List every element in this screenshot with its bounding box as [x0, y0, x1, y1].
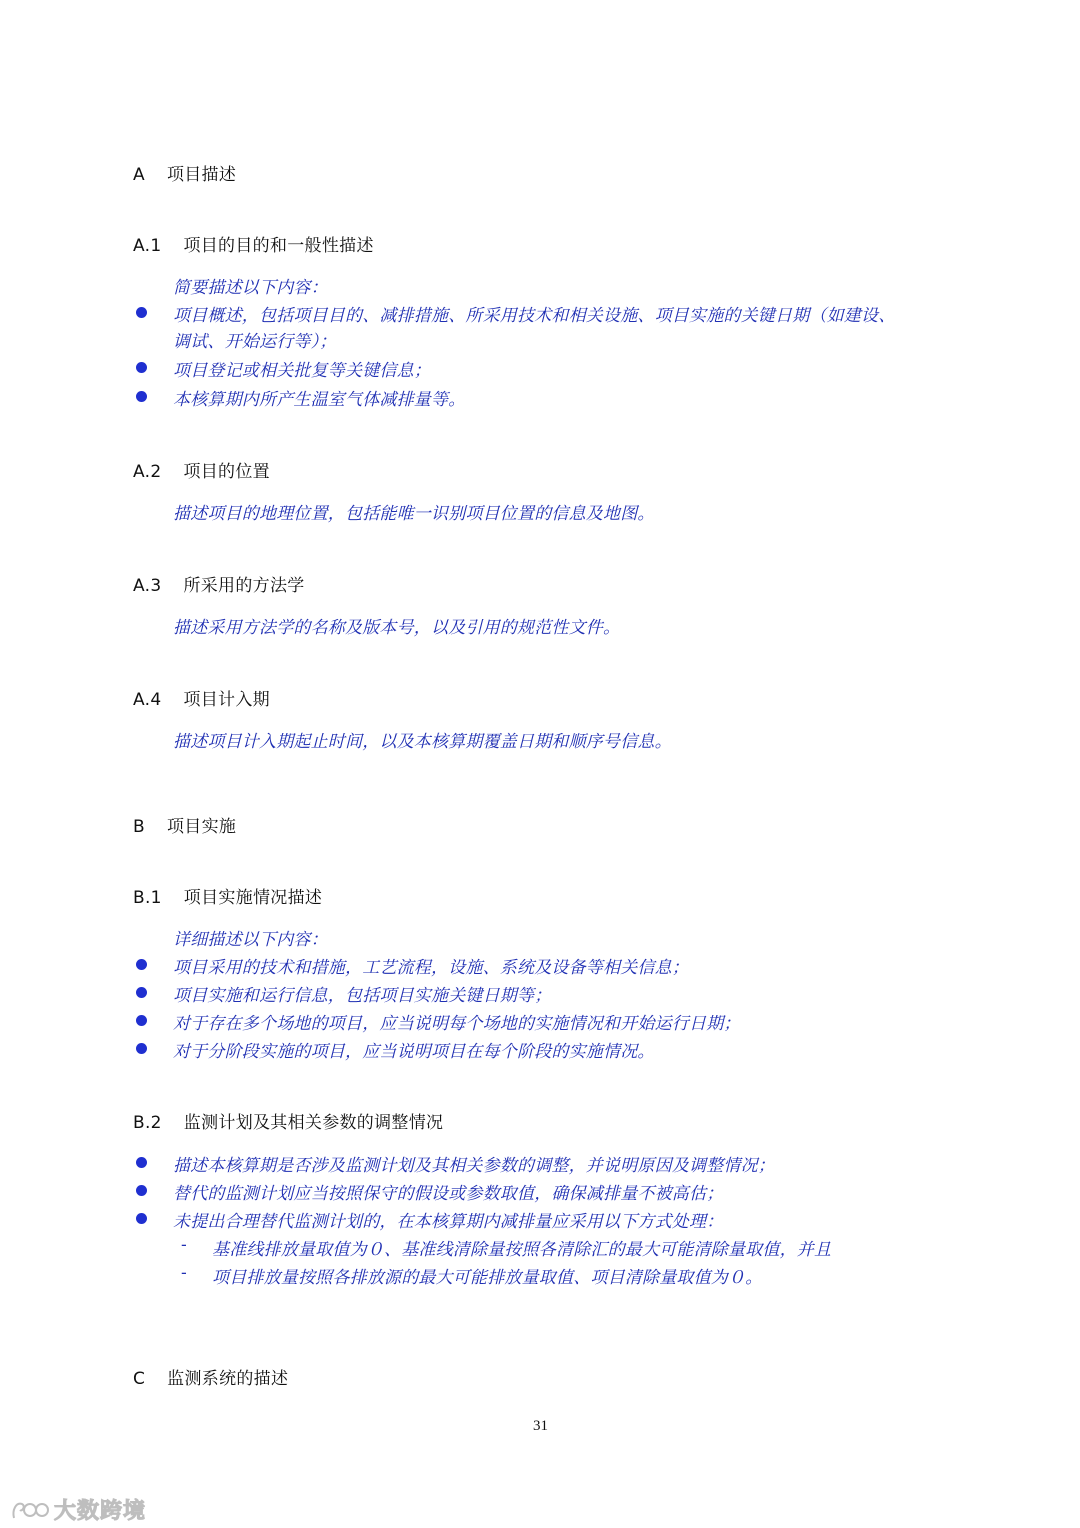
- subsection-a1-heading: [133, 231, 374, 256]
- subsection-number: A.4: [133, 690, 162, 710]
- b2-bullet-3: 未提出合理替代监测计划的，在本核算期内减排量应采用以下方式处理：: [173, 1212, 724, 1232]
- bullet-icon: [136, 1185, 147, 1196]
- subsection-a3-heading: [133, 571, 305, 596]
- bullet-icon: [136, 1157, 147, 1168]
- a1-intro: 简要描述以下内容：: [173, 278, 328, 298]
- bullet-icon: [136, 362, 147, 373]
- bullet-icon: [136, 307, 147, 318]
- page-number: 31: [533, 1418, 548, 1434]
- brand-logo-icon: [10, 1498, 50, 1522]
- bullet-icon: [136, 1015, 147, 1026]
- section-a-heading: [133, 160, 236, 185]
- section-title: 监测系统的描述: [167, 1369, 289, 1389]
- subsection-title: 项目的目的和一般性描述: [183, 236, 374, 256]
- section-label: C: [133, 1369, 146, 1389]
- subsection-a4-heading: [133, 685, 270, 710]
- subsection-title: 监测计划及其相关参数的调整情况: [183, 1113, 444, 1133]
- subsection-a2-heading: [133, 457, 270, 482]
- bullet-icon: [136, 1043, 147, 1054]
- b1-bullet-4: 对于分阶段实施的项目，应当说明项目在每个阶段的实施情况。: [173, 1042, 655, 1062]
- section-label: A: [133, 165, 145, 185]
- bullet-icon: [136, 391, 147, 402]
- section-b-heading: [133, 812, 236, 837]
- a1-bullet-1-continued: 调试、开始运行等）；: [173, 332, 337, 352]
- b1-bullet-3: 对于存在多个场地的项目，应当说明每个场地的实施情况和开始运行日期；: [173, 1014, 741, 1034]
- subsection-number: A.2: [133, 462, 162, 482]
- b1-bullet-1: 项目采用的技术和措施，工艺流程，设施、系统及设备等相关信息；: [173, 958, 689, 978]
- watermark-text: 大数跨境: [54, 1499, 147, 1524]
- b2-sub-item-1: 基准线排放量取值为０、基准线清除量按照各清除汇的最大可能清除量取值，并且: [212, 1240, 832, 1260]
- b2-sub-item-2: 项目排放量按照各排放源的最大可能排放量取值、项目清除量取值为０。: [212, 1268, 763, 1288]
- section-c-heading: [133, 1364, 288, 1389]
- bullet-icon: [136, 987, 147, 998]
- subsection-number: B.1: [133, 888, 162, 908]
- section-label: B: [133, 817, 145, 837]
- b2-bullet-1: 描述本核算期是否涉及监测计划及其相关参数的调整，并说明原因及调整情况；: [173, 1156, 775, 1176]
- dash-marker: -: [181, 1235, 187, 1255]
- a1-bullet-1: 项目概述，包括项目目的、减排措施、所采用技术和相关设施、项目实施的关键日期（如建设、: [173, 306, 896, 326]
- subsection-title: 所采用的方法学: [183, 576, 305, 596]
- a1-bullet-3: 本核算期内所产生温室气体减排量等。: [173, 390, 466, 410]
- b1-intro: 详细描述以下内容：: [173, 930, 328, 950]
- section-title: 项目实施: [166, 817, 237, 837]
- a3-body: 描述采用方法学的名称及版本号，以及引用的规范性文件。: [173, 618, 621, 638]
- a4-body: 描述项目计入期起止时间，以及本核算期覆盖日期和顺序号信息。: [173, 732, 672, 752]
- watermark: [10, 1494, 146, 1525]
- subsection-title: 项目实施情况描述: [183, 888, 323, 908]
- subsection-b1-heading: [133, 883, 322, 908]
- subsection-number: A.1: [133, 236, 162, 256]
- bullet-icon: [136, 1213, 147, 1224]
- section-title: 项目描述: [166, 165, 237, 185]
- b2-bullet-2: 替代的监测计划应当按照保守的假设或参数取值，确保减排量不被高估；: [173, 1184, 724, 1204]
- b1-bullet-2: 项目实施和运行信息，包括项目实施关键日期等；: [173, 986, 552, 1006]
- a1-bullet-2: 项目登记或相关批复等关键信息；: [173, 361, 431, 381]
- bullet-icon: [136, 959, 147, 970]
- subsection-number: B.2: [133, 1113, 162, 1133]
- a2-body: 描述项目的地理位置，包括能唯一识别项目位置的信息及地图。: [173, 504, 655, 524]
- subsection-title: 项目的位置: [183, 462, 270, 482]
- subsection-title: 项目计入期: [183, 690, 270, 710]
- subsection-b2-heading: [133, 1108, 443, 1133]
- dash-marker: -: [181, 1263, 187, 1283]
- subsection-number: A.3: [133, 576, 162, 596]
